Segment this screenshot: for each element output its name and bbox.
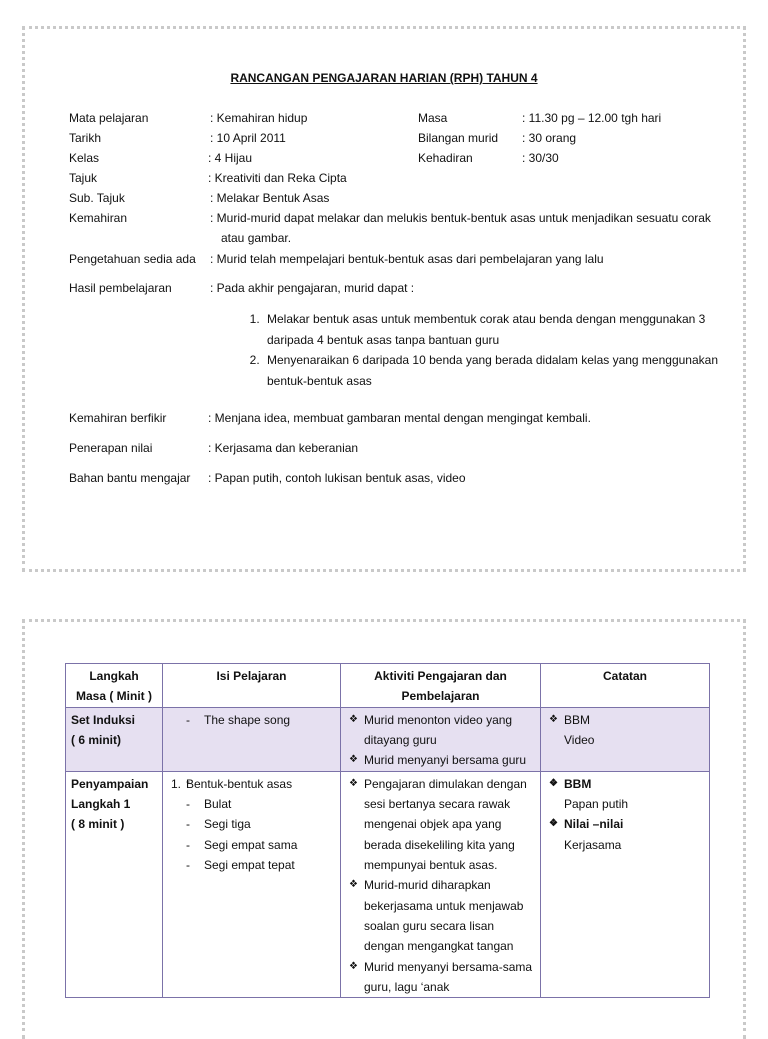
value-bahan-bantu: : Papan putih, contoh lukisan bentuk asas, video <box>208 471 466 485</box>
cell-catatan <box>541 771 710 997</box>
isi-item: - The shape song <box>186 710 335 730</box>
activity-item: ❖ Murid menonton video yang ditayang guru <box>346 710 535 751</box>
cell-isi <box>163 707 341 771</box>
shape-item: - Segi empat sama <box>186 835 335 855</box>
header-aktiviti <box>341 664 541 708</box>
cell-step <box>66 771 163 997</box>
value-kemahiran-line1: : Murid-murid dapat melakar dan melukis bentuk-bentuk asas untuk menjadikan sesuatu corak <box>210 211 711 225</box>
step-name: Penyampaian <box>71 776 149 791</box>
label-kelas: Kelas <box>69 151 100 165</box>
learning-outcome-2: 2. Menyenaraikan 6 daripada 10 benda yang berada didalam kelas yang menggunakan bentuk-bentuk asas <box>263 350 733 391</box>
value-mata-pelajaran: : Kemahiran hidup <box>210 111 308 125</box>
activity-item: ❖ Murid menyanyi bersama-sama guru, lagu ‘anak <box>346 957 535 998</box>
lesson-plan-page-2 <box>22 619 746 1039</box>
value-kehadiran: : 30/30 <box>522 151 559 165</box>
header-langkah <box>66 664 163 708</box>
value-tajuk: : Kreativiti dan Reka Cipta <box>208 171 347 185</box>
label-tarikh: Tarikh <box>69 131 102 145</box>
label-bahan-bantu: Bahan bantu mengajar <box>69 471 191 485</box>
header-isi-pelajaran: Isi Pelajaran <box>163 664 341 708</box>
label-hasil: Hasil pembelajaran <box>69 281 172 295</box>
value-kelas: : 4 Hijau <box>208 151 253 165</box>
cell-aktiviti <box>341 771 541 997</box>
value-masa: : 11.30 pg – 12.00 tgh hari <box>522 111 662 125</box>
value-penerapan-nilai: : Kerjasama dan keberanian <box>208 441 359 455</box>
document-title: RANCANGAN PENGAJARAN HARIAN (RPH) TAHUN 4 <box>230 71 538 85</box>
table-header-row <box>66 664 710 708</box>
activity-item: ❖ Pengajaran dimulakan dengan sesi bertanya secara rawak mengenai objek apa yang berada disekeliling kita yang mempunyai bentuk asas. <box>346 774 535 875</box>
lesson-plan-page-1 <box>22 26 746 572</box>
label-kemahiran: Kemahiran <box>69 211 128 225</box>
step-time: ( 8 minit ) <box>71 817 125 832</box>
note-bbm: ❖ BBM <box>546 774 704 794</box>
value-sub-tajuk: : Melakar Bentuk Asas <box>210 191 330 205</box>
label-kehadiran: Kehadiran <box>418 151 473 165</box>
note-nilai: ❖ Nilai –nilai <box>546 814 704 834</box>
header-aktiviti-line2: Pembelajaran <box>401 689 480 704</box>
shape-item: - Segi empat tepat <box>186 855 335 875</box>
shape-item: - Segi tiga <box>186 814 335 834</box>
label-kemahiran-berfikir: Kemahiran berfikir <box>69 411 167 425</box>
activity-item: ❖ Murid menyanyi bersama guru <box>346 750 535 770</box>
label-bilangan-murid: Bilangan murid <box>418 131 499 145</box>
value-bilangan-murid: : 30 orang <box>522 131 577 145</box>
header-langkah-line1: Langkah <box>89 669 139 683</box>
cell-aktiviti <box>341 707 541 771</box>
label-mata-pelajaran: Mata pelajaran <box>69 111 149 125</box>
cell-catatan <box>541 707 710 771</box>
topic-label: Bentuk-bentuk asas <box>186 776 293 791</box>
table-row-penyampaian <box>66 771 710 997</box>
label-masa: Masa <box>418 111 448 125</box>
table-row-set-induksi <box>66 707 710 771</box>
label-pengetahuan: Pengetahuan sedia ada <box>69 252 196 266</box>
value-kemahiran-line2: atau gambar. <box>221 231 292 245</box>
learning-outcome-1: 1. Melakar bentuk asas untuk membentuk corak atau benda dengan menggunakan 3 daripada 4 bentuk asas tanpa bantuan guru <box>263 309 733 350</box>
header-catatan: Catatan <box>541 664 710 708</box>
activity-item: ❖ Murid-murid diharapkan bekerjasama untuk menjawab soalan guru secara lisan dengan mengangkat tangan <box>346 875 535 956</box>
topic-item: 1. Bentuk-bentuk asas <box>171 776 293 791</box>
label-penerapan-nilai: Penerapan nilai <box>69 441 153 455</box>
note-bbm-value: Video <box>564 732 595 747</box>
value-hasil: : Pada akhir pengajaran, murid dapat : <box>210 281 415 295</box>
step-time: ( 6 minit) <box>71 732 121 747</box>
label-tajuk: Tajuk <box>69 171 98 185</box>
value-kemahiran-berfikir: : Menjana idea, membuat gambaran mental dengan mengingat kembali. <box>208 411 591 425</box>
note-nilai-value: Kerjasama <box>564 837 622 852</box>
step-sub-name: Langkah 1 <box>71 797 131 812</box>
label-sub-tajuk: Sub. Tajuk <box>69 191 125 205</box>
shape-item: - Bulat <box>186 794 335 814</box>
value-tarikh: : 10 April 2011 <box>210 131 286 145</box>
cell-isi <box>163 771 341 997</box>
cell-step <box>66 707 163 771</box>
lesson-steps-table <box>65 663 710 998</box>
learning-outcomes-list <box>247 309 733 391</box>
note-bbm-value: Papan putih <box>564 797 629 812</box>
value-pengetahuan: : Murid telah mempelajari bentuk-bentuk asas dari pembelajaran yang lalu <box>210 252 604 266</box>
header-aktiviti-line1: Aktiviti Pengajaran dan <box>374 669 507 683</box>
step-name: Set Induksi <box>71 712 136 727</box>
note-bbm: ❖ BBM <box>546 710 704 730</box>
header-langkah-line2: Masa ( Minit ) <box>75 689 152 704</box>
